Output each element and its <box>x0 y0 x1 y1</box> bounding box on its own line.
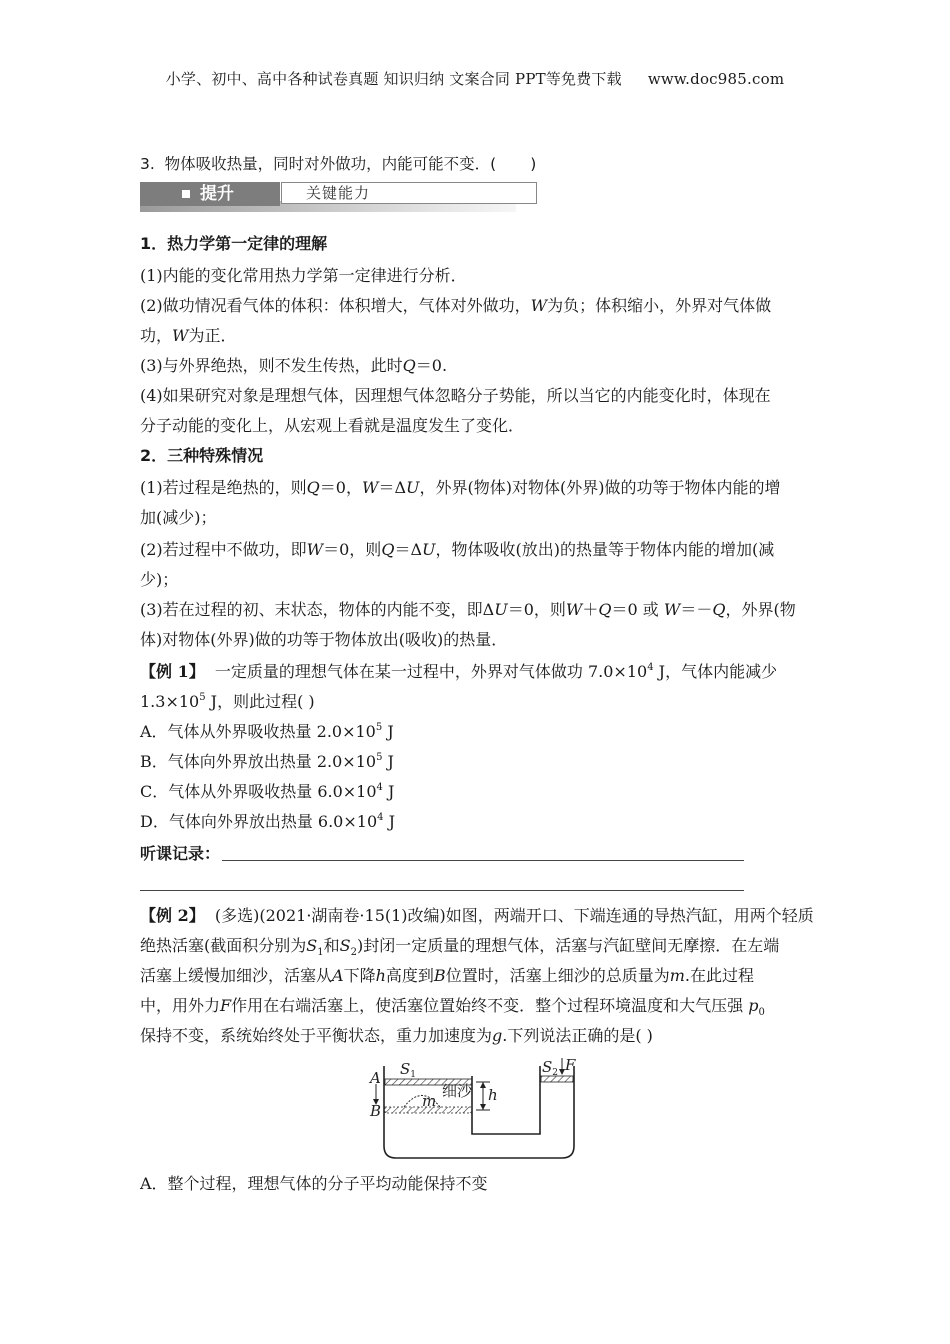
sec1-p4: (4)如果研究对象是理想气体，因理想气体忽略分子势能，所以当它的内能变化时，体现在 <box>140 386 771 405</box>
example-2-stem: 【例 2】 (多选)(2021·湖南卷·15(1)改编)如图，两端开口、下端连通的导热汽缸，用两个轻质 <box>140 906 814 925</box>
label-s1: $S_1$ <box>400 1060 417 1080</box>
section-2-title: 2．三种特殊情况 <box>140 446 264 465</box>
label-h: h <box>488 1086 498 1104</box>
example-2-stem-l4: 中，用外力F作用在右端活塞上，使活塞位置始终不变．整个过程环境温度和大气压强 $p_0$ <box>140 996 765 1019</box>
example-1-option-b: B．气体向外界放出热量 $2.0\times 10^5$ J <box>140 751 394 771</box>
sec2-case1: (1)若过程是绝热的，则Q＝0，W＝ΔU，外界(物体)对物体(外界)做的功等于物体内能的增 <box>140 478 781 497</box>
example-2-stem-l3: 活塞上缓慢加细沙，活塞从A下降h高度到B位置时，活塞上细沙的总质量为m.在此过程 <box>140 966 754 985</box>
sec1-p1: (1)内能的变化常用热力学第一定律进行分析． <box>140 266 467 285</box>
label-s2: $S_2$ <box>542 1058 559 1078</box>
banner-subtitle: 关键能力 <box>306 184 371 202</box>
page-header <box>0 68 950 89</box>
section-1-title: 1．热力学第一定律的理解 <box>140 234 328 253</box>
label-sand: 细沙 <box>442 1082 473 1100</box>
example-1-option-c: C．气体从外界吸收热量 $6.0\times 10^4$ J <box>140 781 395 801</box>
cylinder-diagram <box>364 1056 584 1166</box>
label-m: m <box>422 1092 437 1110</box>
sec2-case3-cont: 体)对物体(外界)做的功等于物体放出(吸收)的热量． <box>140 630 508 649</box>
example-2-stem-l2: 绝热活塞(截面积分别为$S_1$和$S_2$)封闭一定质量的理想气体，活塞与汽缸壁间无摩擦．在左端 <box>140 936 780 959</box>
sec1-p4-cont: 分子动能的变化上，从宏观上看就是温度发生了变化． <box>140 416 525 435</box>
example-1-option-a: A．气体从外界吸收热量 $2.0\times 10^5$ J <box>140 721 394 741</box>
header-site: www.doc985.com <box>647 70 785 88</box>
example-1-tag: 【例 1】 <box>140 662 205 681</box>
notes-line-2 <box>140 890 744 891</box>
label-a: A <box>370 1069 381 1087</box>
notes-label: 听课记录： <box>140 844 221 863</box>
example-1-stem-cont: $1.3\times 10^5$ J，则此过程( ) <box>140 691 315 711</box>
square-bullet-icon <box>182 190 190 198</box>
example-1-option-d: D．气体向外界放出热量 $6.0\times 10^4$ J <box>140 811 396 831</box>
sec2-case1-cont: 加(减少)； <box>140 508 217 527</box>
example-2-stem-l5: 保持不变，系统始终处于平衡状态，重力加速度为g.下列说法正确的是( ) <box>140 1026 653 1045</box>
example-2-tag: 【例 2】 <box>140 906 205 925</box>
header-text: 小学、初中、高中各种试卷真题 知识归纳 文案合同 PPT等免费下载 <box>165 70 622 88</box>
sec2-case2: (2)若过程中不做功，即W＝0，则Q＝ΔU，物体吸收(放出)的热量等于物体内能的增加(减 <box>140 540 775 559</box>
sec1-p2-cont: 功，W为正． <box>140 326 237 345</box>
banner-title: 提升 <box>200 184 234 204</box>
label-f: F <box>565 1056 576 1074</box>
sec2-case3: (3)若在过程的初、末状态，物体的内能不变，即ΔU＝0，则W＋Q＝0 或 W＝－Q，外界(物 <box>140 600 796 619</box>
section-banner <box>140 182 516 212</box>
label-b: B <box>370 1102 382 1120</box>
item-3: 3. 物体吸收热量，同时对外做功，内能可能不变．( ) <box>140 155 537 173</box>
example-1-stem: 【例 1】 一定质量的理想气体在某一过程中，外界对气体做功 $7.0\times 10^4$ J，气体内能减少 <box>140 661 778 681</box>
example-2-option-a: A．整个过程，理想气体的分子平均动能保持不变 <box>140 1174 488 1193</box>
notes-line-1 <box>222 860 744 861</box>
sec1-p3: (3)与外界绝热，则不发生传热，此时Q＝0. <box>140 356 448 375</box>
sec1-p2: (2)做功情况看气体的体积：体积增大，气体对外做功，W为负；体积缩小，外界对气体做 <box>140 296 772 315</box>
sec2-case2-cont: 少)； <box>140 570 179 589</box>
